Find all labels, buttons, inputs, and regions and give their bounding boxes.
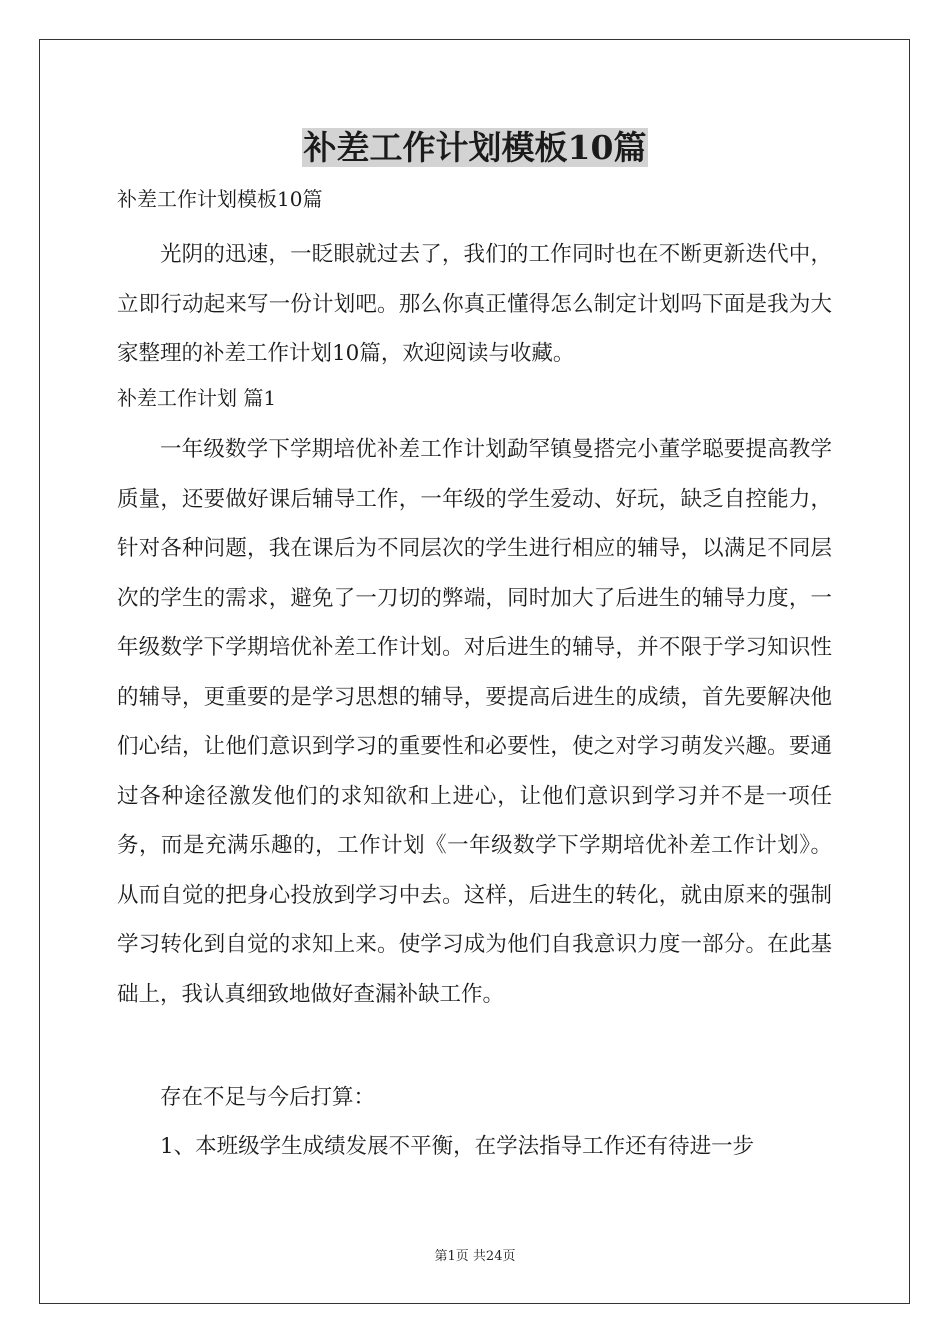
section-paragraph: 一年级数学下学期培优补差工作计划勐罕镇曼搭完小董学聪要提高教学质量，还要做好课后辅导工作，一年级的学生爱动、好玩，缺乏自控能力，针对各种问题，我在课后为不同层次的学生进行相应的辅导，以满足不同层次的学生的需求，避免了一刀切的弊端，同时加大了后进生的辅导力度，一年级数学下学期培优补差工作计划。对后进生的辅导，并不限于学习知识性的辅导，更重要的是学习思想的辅导，要提高后进生的成绩，首先要解决他们心结，让他们意识到学习的重要性和必要性，使之对学习萌发兴趣。要通过各种途径激发他们的求知欲和上进心，让他们意识到学习并不是一项任务，而是充满乐趣的，工作计划《一年级数学下学期培优补差工作计划》。从而自觉的把身心投放到学习中去。这样，后进生的转化，就由原来的强制学习转化到自觉的求知上来。使学习成为他们自我意识力度一部分。在此基础上，我认真细致地做好查漏补缺工作。: [117, 437, 832, 1007]
shortcomings-heading: 存在不足与今后打算：: [160, 1085, 376, 1110]
page-footer: 第1页 共24页: [434, 1249, 516, 1264]
document-subtitle: 补差工作计划模板10篇: [117, 187, 323, 211]
section-heading: 补差工作计划 篇1: [117, 386, 277, 410]
intro-paragraph: 光阴的迅速，一眨眼就过去了，我们的工作同时也在不断更新迭代中，立即行动起来写一份计划吧。那么你真正懂得怎么制定计划吗下面是我为大家整理的补差工作计划10篇，欢迎阅读与收藏。: [117, 242, 832, 366]
document-title-text: 补差工作计划模板10篇: [303, 128, 647, 167]
document-title: [0, 124, 950, 172]
list-item: 1、本班级学生成绩发展不平衡，在学法指导工作还有待进一步: [160, 1134, 755, 1159]
